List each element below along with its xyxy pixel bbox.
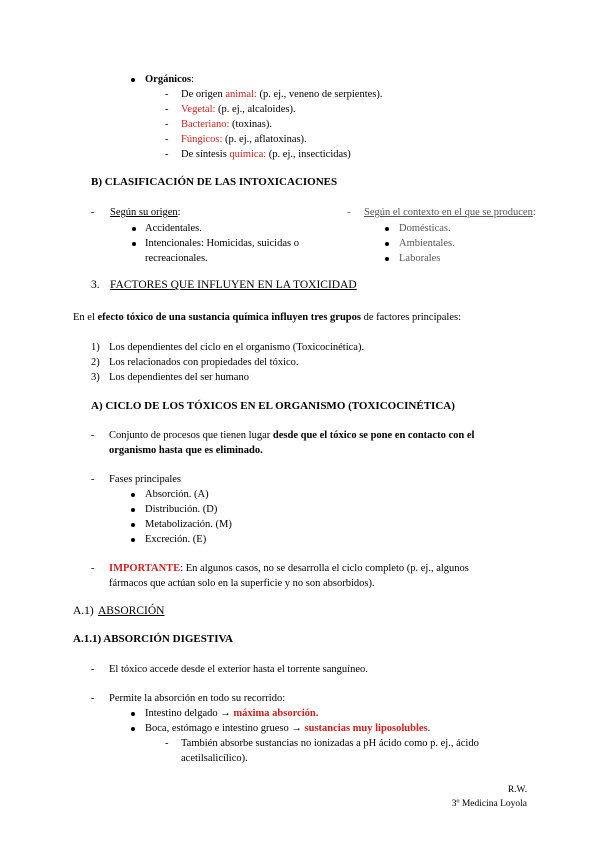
bullet xyxy=(131,493,135,497)
item-post: (p. ej., alcaloides). xyxy=(215,104,296,115)
dash: - xyxy=(91,693,95,704)
section-3-number: 3. xyxy=(91,279,100,291)
intro-bold: efecto tóxico de una sustancia química influyen tres grupos xyxy=(97,312,361,323)
origen-heading xyxy=(110,206,181,219)
contexto-item: Domésticas. xyxy=(399,223,451,234)
dash: - xyxy=(165,149,169,160)
bullet xyxy=(132,242,136,246)
item-pre: De síntesis xyxy=(181,149,230,160)
organicos-item xyxy=(181,88,383,101)
fase-item: Excreción. (E) xyxy=(145,534,207,545)
bullet xyxy=(131,523,135,527)
bullet xyxy=(385,242,389,246)
factor-text: Los relacionados con propiedades del tóxico. xyxy=(109,357,299,368)
item-post: (p. ej., veneno de serpientes). xyxy=(256,89,383,100)
sub2-post: . xyxy=(427,723,431,734)
dash: - xyxy=(91,563,95,574)
dash: - xyxy=(165,738,169,749)
bullet xyxy=(131,727,135,731)
item-pre: De origen xyxy=(181,89,226,100)
dash: - xyxy=(91,207,95,218)
item-red: Vegetal: xyxy=(181,104,216,115)
fase-item: Absorción. (A) xyxy=(145,489,209,500)
item-red: Bacteriano: xyxy=(181,119,230,130)
bullet xyxy=(385,227,389,231)
bullet xyxy=(132,227,136,231)
dash: - xyxy=(165,104,169,115)
organicos-line xyxy=(145,73,194,86)
a1-title: ABSORCIÓN xyxy=(98,605,165,617)
dash: - xyxy=(165,134,169,145)
footer-course: 3º Medicina Loyola xyxy=(451,799,527,809)
importante-text: : En algunos casos, no se desarrolla el ciclo completo (p. ej., algunos xyxy=(180,563,469,574)
contexto-label: Según el contexto en el que se producen xyxy=(364,207,533,218)
a11-sub1 xyxy=(145,707,318,720)
origen-item: Intencionales: Homicidas, suicidas o xyxy=(145,238,299,249)
conjunto-line1 xyxy=(109,429,474,442)
a11-item2: Permite la absorción en todo su recorrido: xyxy=(109,693,286,704)
bullet xyxy=(385,257,389,261)
importante-line1 xyxy=(109,562,469,575)
dash: - xyxy=(165,89,169,100)
section-b-heading: B) CLASIFICACIÓN DE LAS INTOXICACIONES xyxy=(91,176,338,188)
factor-num: 1) xyxy=(91,342,100,353)
bullet xyxy=(131,78,135,82)
intro-post: de factores principales: xyxy=(360,312,461,323)
organicos-label: Orgánicos xyxy=(145,74,192,85)
origen-colon: : xyxy=(177,207,181,218)
conjunto-line2: organismo hasta que es eliminado. xyxy=(109,445,263,456)
sub1-pre: Intestino delgado → xyxy=(145,708,234,719)
dash: - xyxy=(347,207,351,218)
item-post: (p. ej., aflatoxinas). xyxy=(222,134,307,145)
dash: - xyxy=(91,664,95,675)
footer-initials: R.W. xyxy=(507,785,527,795)
fases-label: Fases principales xyxy=(109,474,182,485)
item-red: animal: xyxy=(225,89,257,100)
origen-item: Accidentales. xyxy=(145,223,202,234)
organicos-item xyxy=(181,148,351,161)
item-red: química: xyxy=(229,149,267,160)
section-a-heading: A) CICLO DE LOS TÓXICOS EN EL ORGANISMO (TOXICOCINÉTICA) xyxy=(91,400,455,412)
bullet xyxy=(131,712,135,716)
a1-num: A.1) xyxy=(73,605,94,617)
item-post: (toxinas). xyxy=(229,119,272,130)
sub2-red: sustancias muy liposolubles xyxy=(304,723,428,734)
organicos-item xyxy=(181,133,307,146)
a11-subsub-line2: acetilsalicílico). xyxy=(181,753,248,764)
origen-label: Según su origen xyxy=(110,207,178,218)
organicos-item xyxy=(181,118,272,131)
a11-sub2 xyxy=(145,722,430,735)
bullet xyxy=(131,508,135,512)
dash: - xyxy=(91,474,95,485)
section-3-intro xyxy=(73,311,461,324)
fase-item: Metabolización. (M) xyxy=(145,519,232,530)
bullet xyxy=(131,538,135,542)
sub2-pre: Boca, estómago e intestino grueso → xyxy=(145,723,305,734)
dash: - xyxy=(165,119,169,130)
item-red: Fúngicos: xyxy=(181,134,223,145)
organicos-colon: : xyxy=(191,74,195,85)
a11-subsub-line1: También absorbe sustancias no ionizadas a pH ácido como p. ej., ácido xyxy=(181,738,479,749)
conjunto-pre: Conjunto de procesos que tienen lugar xyxy=(109,430,273,441)
origen-item-cont: recreacionales. xyxy=(145,253,208,264)
factor-num: 3) xyxy=(91,372,100,383)
intro-pre: En el xyxy=(73,312,98,323)
sub1-red: máxima absorción. xyxy=(233,708,319,719)
organicos-item xyxy=(181,103,296,116)
contexto-item: Ambientales. xyxy=(399,238,455,249)
conjunto-bold: desde que el tóxico se pone en contacto con el xyxy=(272,430,475,441)
contexto-colon: : xyxy=(532,207,536,218)
item-post: (p. ej., insecticidas) xyxy=(266,149,351,160)
importante-label: IMPORTANTE xyxy=(109,563,181,574)
contexto-item: Laborales xyxy=(399,253,441,264)
fase-item: Distribución. (D) xyxy=(145,504,218,515)
a11-heading: A.1.1) ABSORCIÓN DIGESTIVA xyxy=(73,633,233,645)
factor-text: Los dependientes del ciclo en el organismo (Toxicocinética). xyxy=(109,342,365,353)
dash: - xyxy=(91,430,95,441)
a11-item1: El tóxico accede desde el exterior hasta el torrente sanguíneo. xyxy=(109,664,368,675)
contexto-heading xyxy=(364,206,536,219)
section-3-title: FACTORES QUE INFLUYEN EN LA TOXICIDAD xyxy=(110,279,357,291)
importante-line2: fármacos que actúan solo en la superficie y no son absorbidos). xyxy=(109,578,375,589)
factor-num: 2) xyxy=(91,357,100,368)
factor-text: Los dependientes del ser humano xyxy=(109,372,249,383)
